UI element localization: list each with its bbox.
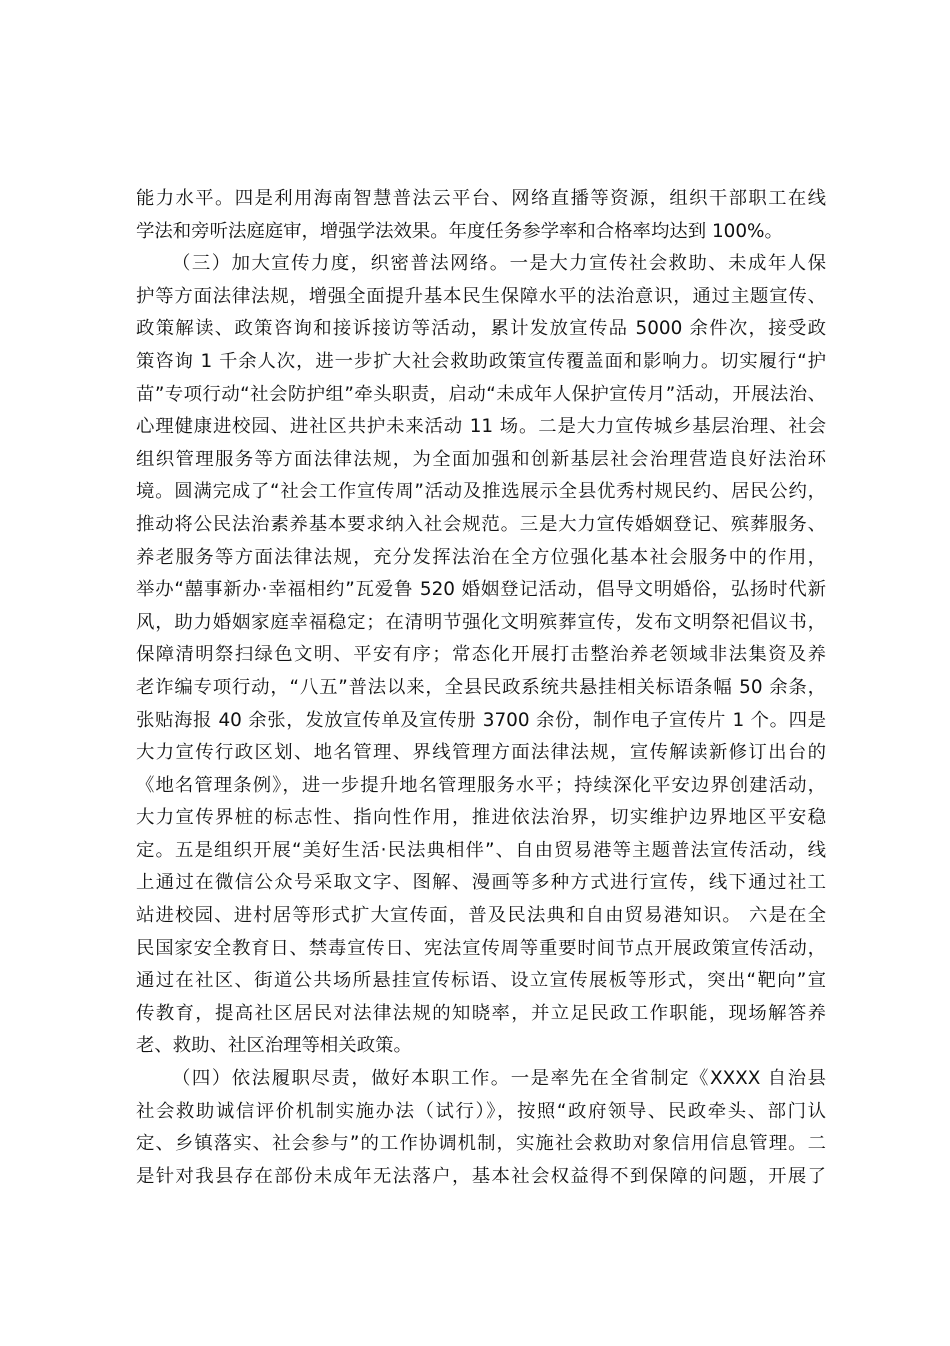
text-line: 上通过在微信公众号采取文字、图解、漫画等多种方式进行宣传，线下通过社工 xyxy=(136,872,826,894)
text-line: 站进校园、进村居等形式扩大宣传面，普及民法典和自由贸易港知识。 六是在全 xyxy=(136,905,826,927)
text-line: 老诈编专项行动，“八五”普法以来，全县民政系统共悬挂相关标语条幅 50 余条， xyxy=(136,676,826,698)
text-line: 风，助力婚姻家庭幸福稳定；在清明节强化文明殡葬宣传，发布文明祭祀倡议书， xyxy=(136,611,826,633)
text-line: 苗”专项行动“社会防护组”牵头职责，启动“未成年人保护宣传月”活动，开展法治、 xyxy=(136,383,826,405)
text-line: 能力水平。四是利用海南智慧普法云平台、网络直播等资源，组织干部职工在线 xyxy=(136,188,826,209)
text-line: 政策解读、政策咨询和接诉接访等活动，累计发放宣传品 5000 余件次，接受政 xyxy=(136,318,826,340)
text-line: 《地名管理条例》，进一步提升地名管理服务水平；持续深化平安边界创建活动， xyxy=(136,774,826,796)
text-line: 养老服务等方面法律法规，充分发挥法治在全方位强化基本社会服务中的作用， xyxy=(136,546,826,568)
text-line: 护等方面法律法规，增强全面提升基本民生保障水平的法治意识，通过主题宣传、 xyxy=(136,285,826,307)
section-heading-line: （四）依法履职尽责，做好本职工作。一是率先在全省制定《XXXX 自治县 xyxy=(172,1068,826,1090)
text-line: 定、乡镇落实、社会参与”的工作协调机制，实施社会救助对象信用信息管理。二 xyxy=(136,1133,826,1155)
text-line: 策咨询 1 千余人次，进一步扩大社会救助政策宣传覆盖面和影响力。切实履行“护 xyxy=(136,350,826,372)
text-line: 组织管理服务等方面法律法规，为全面加强和创新基层社会治理营造良好法治环 xyxy=(136,448,826,470)
text-line: 学法和旁听法庭庭审，增强学法效果。年度任务参学率和合格率均达到 100%。 xyxy=(136,220,783,242)
text-line: 民国家安全教育日、禁毒宣传日、宪法宣传周等重要时间节点开展政策宣传活动， xyxy=(136,937,826,959)
text-line: 通过在社区、街道公共场所悬挂宣传标语、设立宣传展板等形式，突出“靶向”宣 xyxy=(136,970,826,992)
text-line: 境。圆满完成了“社会工作宣传周”活动及推选展示全县优秀村规民约、居民公约， xyxy=(136,481,826,503)
text-line: 举办“囍事新办·幸福相约”瓦爱鲁 520 婚姻登记活动，倡导文明婚俗，弘扬时代新 xyxy=(136,579,826,601)
text-line: 传教育，提高社区居民对法律法规的知晓率，并立足民政工作职能，现场解答养 xyxy=(136,1002,826,1024)
text-line: 老、救助、社区治理等相关政策。 xyxy=(136,1035,412,1057)
text-line: 社会救助诚信评价机制实施办法（试行）》，按照“政府领导、民政牵头、部门认 xyxy=(136,1100,826,1122)
text-line: 推动将公民法治素养基本要求纳入社会规范。三是大力宣传婚姻登记、殡葬服务、 xyxy=(136,513,826,535)
body-text xyxy=(136,183,826,1193)
text-line: 心理健康进校园、进社区共护未来活动 11 场。二是大力宣传城乡基层治理、社会 xyxy=(136,416,826,438)
section-heading-line: （三）加大宣传力度，织密普法网络。一是大力宣传社会救助、未成年人保 xyxy=(172,253,826,275)
text-line: 大力宣传行政区划、地名管理、界线管理方面法律法规，宣传解读新修订出台的 xyxy=(136,742,826,764)
text-line: 是针对我县存在部份未成年无法落户，基本社会权益得不到保障的问题，开展了 xyxy=(136,1165,826,1187)
text-line: 保障清明祭扫绿色文明、平安有序；常态化开展打击整治养老领域非法集资及养 xyxy=(136,644,826,666)
text-line: 大力宣传界桩的标志性、指向性作用，推进依法治界，切实维护边界地区平安稳 xyxy=(136,807,826,829)
text-line: 定。五是组织开展“美好生活·民法典相伴”、自由贸易港等主题普法宣传活动，线 xyxy=(136,839,826,861)
text-line: 张贴海报 40 余张，发放宣传单及宣传册 3700 余份，制作电子宣传片 1 个。四是 xyxy=(136,709,826,731)
